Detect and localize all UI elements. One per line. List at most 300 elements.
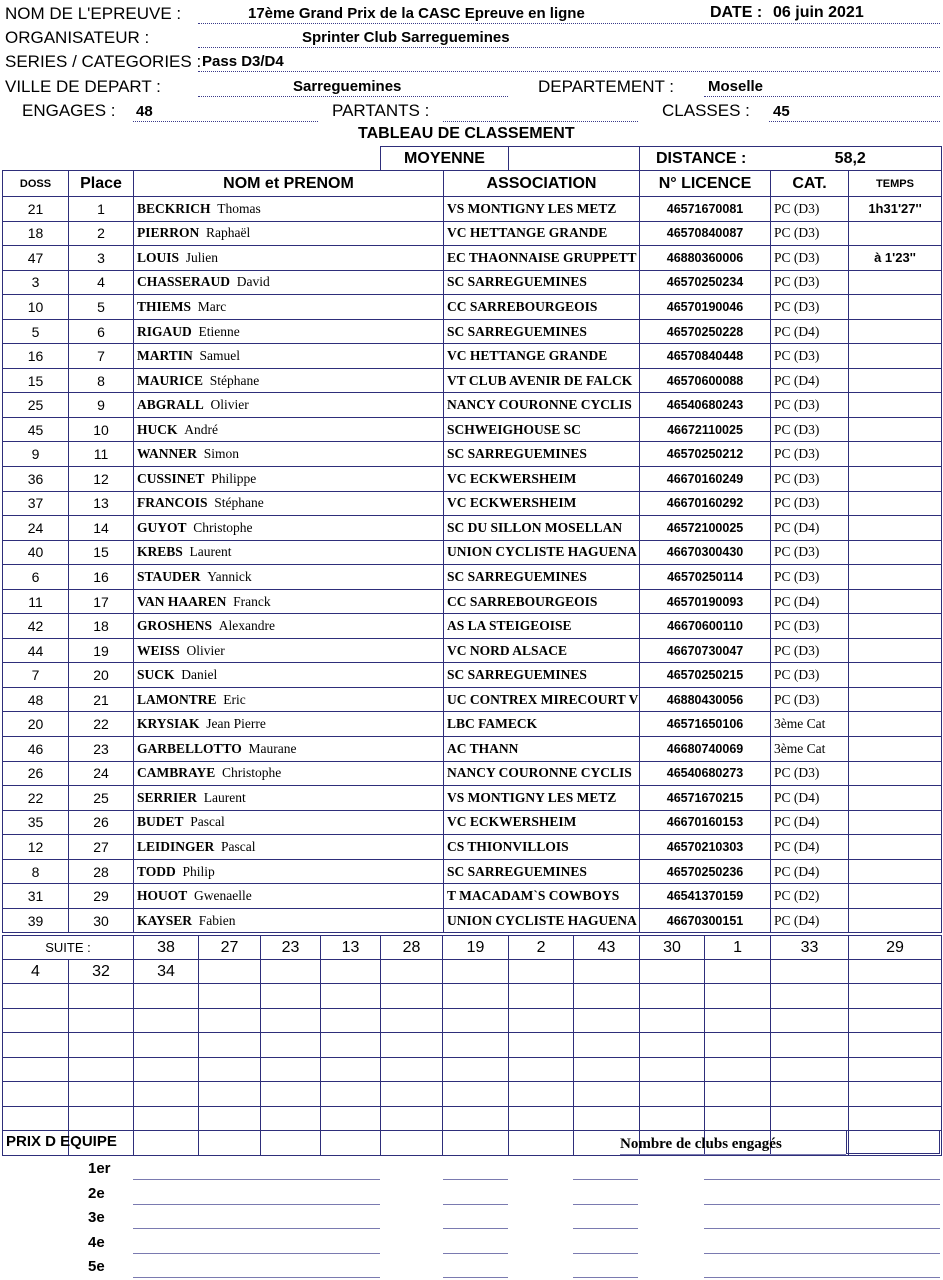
empty-cell [849,1082,942,1107]
doss-cell: 12 [3,835,69,860]
empty-cell [640,1057,705,1082]
prix-entry-line[interactable] [704,1204,940,1205]
empty-cell [261,984,321,1009]
time-cell [849,737,942,762]
doss-cell: 36 [3,467,69,492]
partants-label: PARTANTS : [332,101,430,120]
rider-lastname: SUCK [137,667,175,683]
licence-cell: 46570250228 [640,319,771,344]
table-row [3,589,942,614]
table-row [3,368,942,393]
association-cell: T MACADAM`S COWBOYS [444,884,640,909]
prix-entry-line[interactable] [443,1277,508,1278]
suite-cell: 19 [443,936,509,960]
association-cell: LBC FAMECK [444,712,640,737]
prix-entry-line[interactable] [443,1253,508,1254]
prix-equipe-label: PRIX D EQUIPE [6,1133,117,1150]
nb-clubs-box[interactable] [846,1130,940,1154]
suite-label: SUITE : [3,936,134,960]
name-cell [134,786,444,811]
empty-cell [3,1082,69,1107]
empty-cell [261,1082,321,1107]
col-assoc-header: ASSOCIATION [444,171,640,197]
place-cell: 23 [69,737,134,762]
prix-entry-line[interactable] [573,1204,638,1205]
rider-lastname: LOUIS [137,249,180,265]
place-cell: 21 [69,687,134,712]
place-cell: 12 [69,467,134,492]
empty-cell [509,1082,574,1107]
doss-cell: 47 [3,246,69,271]
rider-firstname: Stéphane [214,495,264,511]
name-cell [134,737,444,762]
prix-place-label: 4e [88,1233,105,1251]
suite-cell: 27 [199,936,261,960]
category-cell: PC (D3) [771,270,849,295]
empty-cell [261,1057,321,1082]
place-cell: 28 [69,859,134,884]
date-value: 06 juin 2021 [773,4,864,21]
prix-entry-line[interactable] [443,1204,508,1205]
prix-place-label: 2e [88,1184,105,1202]
doss-cell: 24 [3,516,69,541]
ville-label: VILLE DE DEPART : [5,77,161,96]
suite-cell [705,960,771,984]
name-cell [134,417,444,442]
empty-cell [640,1106,705,1131]
table-row [3,737,942,762]
rider-firstname: Julien [185,249,219,265]
name-cell [134,589,444,614]
prix-entry-line[interactable] [704,1277,940,1278]
empty-cell [443,984,509,1009]
rider-firstname: Stéphane [209,372,260,388]
nb-clubs-label: Nombre de clubs engagés [620,1136,782,1152]
rider-firstname: Laurent [189,544,232,560]
rider-lastname: TODD [137,863,176,879]
doss-cell: 10 [3,295,69,320]
rider-lastname: PIERRON [137,225,200,241]
time-cell: à 1'23'' [849,246,942,271]
place-cell: 25 [69,786,134,811]
licence-cell: 46670160153 [640,810,771,835]
rider-firstname: Raphaël [206,225,251,241]
doss-cell: 21 [3,197,69,222]
name-cell [134,540,444,565]
rider-firstname: Jean Pierre [206,716,266,732]
distance-label: DISTANCE : [640,147,760,171]
association-cell: VT CLUB AVENIR DE FALCK [444,368,640,393]
association-cell: CC SARREBOURGEOIS [444,295,640,320]
name-cell [134,246,444,271]
empty-cell [321,1057,381,1082]
category-cell: PC (D3) [771,491,849,516]
association-cell: VC HETTANGE GRANDE [444,221,640,246]
suite-cell: 43 [574,936,640,960]
name-cell [134,712,444,737]
category-cell: PC (D3) [771,393,849,418]
results-table [2,170,942,933]
empty-cell [134,1033,199,1058]
empty-cell [381,1131,443,1156]
prix-entry-line[interactable] [133,1277,380,1278]
rider-lastname: BECKRICH [137,200,211,216]
suite-cell: 28 [381,936,443,960]
doss-cell: 11 [3,589,69,614]
place-cell: 20 [69,663,134,688]
table-row [3,908,942,933]
association-cell: EC THAONNAISE GRUPPETT [444,246,640,271]
place-cell: 15 [69,540,134,565]
empty-cell [381,1008,443,1033]
empty-cell [134,1008,199,1033]
empty-cell [574,1082,640,1107]
association-cell: SC SARREGUEMINES [444,859,640,884]
category-cell: PC (D3) [771,638,849,663]
table-row [3,393,942,418]
rider-firstname: Daniel [181,667,218,683]
empty-cell [199,984,261,1009]
doss-cell: 22 [3,786,69,811]
empty-cell [3,1057,69,1082]
name-cell [134,687,444,712]
rider-lastname: GROSHENS [137,618,213,634]
empty-cell [134,1057,199,1082]
time-cell [849,614,942,639]
table-row [3,786,942,811]
empty-cell [261,1106,321,1131]
rider-firstname: Christophe [222,765,282,781]
suite-row [3,936,942,960]
place-cell: 6 [69,319,134,344]
doss-cell: 5 [3,319,69,344]
prix-entry-line[interactable] [704,1253,940,1254]
empty-cell [640,984,705,1009]
licence-cell: 46670300430 [640,540,771,565]
table-row [3,835,942,860]
prix-entry-line[interactable] [704,1228,940,1229]
rider-firstname: Pascal [190,814,225,830]
licence-cell: 46571670215 [640,786,771,811]
association-cell: SC DU SILLON MOSELLAN [444,516,640,541]
empty-cell [261,1131,321,1156]
empty-cell [199,1106,261,1131]
moyenne-label: MOYENNE [381,147,509,171]
empty-cell [69,1057,134,1082]
empty-cell [134,1131,199,1156]
empty-cell [443,1008,509,1033]
empty-cell [69,1106,134,1131]
association-cell: VC HETTANGE GRANDE [444,344,640,369]
suite-cell [199,960,261,984]
col-place-header: Place [69,171,134,197]
doss-cell: 16 [3,344,69,369]
empty-cell [69,984,134,1009]
rider-lastname: THIEMS [137,298,192,314]
place-cell: 18 [69,614,134,639]
empty-cell [509,1106,574,1131]
empty-cell [199,1131,261,1156]
prix-entry-line[interactable] [443,1228,508,1229]
prix-entry-line[interactable] [573,1179,638,1180]
prix-entry-line[interactable] [133,1204,380,1205]
table-row [3,467,942,492]
category-cell: PC (D4) [771,908,849,933]
table-row [3,761,942,786]
empty-cell [849,1033,942,1058]
name-cell [134,270,444,295]
empty-cell [443,1131,509,1156]
place-cell: 24 [69,761,134,786]
empty-cell [574,1106,640,1131]
empty-cell [381,1082,443,1107]
empty-cell [640,1033,705,1058]
prix-entry-line[interactable] [573,1253,638,1254]
empty-cell [3,1106,69,1131]
empty-cell [69,1033,134,1058]
place-cell: 17 [69,589,134,614]
rider-firstname: Maurane [248,740,297,756]
category-cell: PC (D3) [771,614,849,639]
suite-cell: 33 [771,936,849,960]
prix-entry-line[interactable] [573,1277,638,1278]
doss-cell: 6 [3,565,69,590]
category-cell: PC (D4) [771,859,849,884]
empty-cell [771,1082,849,1107]
table-row [3,810,942,835]
rider-firstname: Samuel [199,348,241,364]
empty-cell [771,1131,849,1156]
category-cell: PC (D4) [771,810,849,835]
licence-cell: 46572100025 [640,516,771,541]
rider-firstname: Christophe [193,519,253,535]
doss-cell: 39 [3,908,69,933]
suite-cell: 30 [640,936,705,960]
empty-cell [381,984,443,1009]
name-cell [134,810,444,835]
rider-firstname: André [184,421,218,437]
category-cell: PC (D3) [771,687,849,712]
name-cell [134,344,444,369]
empty-cell [771,984,849,1009]
rider-lastname: FRANCOIS [137,495,208,511]
rider-firstname: Pascal [221,838,256,854]
association-cell: NANCY COURONNE CYCLIS [444,393,640,418]
place-cell: 1 [69,197,134,222]
name-cell [134,467,444,492]
table-row [3,663,942,688]
empty-row [3,1131,942,1156]
empty-row [3,1106,942,1131]
time-cell [849,221,942,246]
name-cell [134,295,444,320]
category-cell: PC (D4) [771,516,849,541]
time-cell [849,908,942,933]
category-cell: PC (D3) [771,761,849,786]
rider-lastname: VAN HAAREN [137,593,227,609]
licence-cell: 46570250215 [640,663,771,688]
empty-cell [574,984,640,1009]
empty-cell [574,1033,640,1058]
table-row [3,884,942,909]
ville-value: Sarreguemines [293,78,402,95]
empty-cell [705,1033,771,1058]
empty-cell [321,1106,381,1131]
time-cell [849,786,942,811]
doss-cell: 18 [3,221,69,246]
rider-lastname: ABGRALL [137,397,204,413]
empty-cell [705,1082,771,1107]
licence-cell: 46571670081 [640,197,771,222]
name-cell [134,221,444,246]
category-cell: PC (D3) [771,197,849,222]
rider-firstname: Philippe [211,470,257,486]
place-cell: 2 [69,221,134,246]
empty-cell [321,984,381,1009]
prix-place-label: 1er [88,1160,111,1177]
rider-lastname: STAUDER [137,568,201,584]
engages-label: ENGAGES : [22,101,116,120]
empty-row [3,1008,942,1033]
licence-cell: 46880430056 [640,687,771,712]
place-cell: 10 [69,417,134,442]
empty-cell [199,1057,261,1082]
name-cell [134,614,444,639]
empty-cell [574,1057,640,1082]
doss-cell: 37 [3,491,69,516]
time-cell [849,638,942,663]
empty-cell [509,1033,574,1058]
table-row [3,540,942,565]
empty-cell [509,1008,574,1033]
doss-cell: 46 [3,737,69,762]
prix-entry-line[interactable] [133,1253,380,1254]
suite-row [3,960,942,984]
empty-cell [69,1008,134,1033]
association-cell: VC ECKWERSHEIM [444,467,640,492]
suite-cell [261,960,321,984]
association-cell: AC THANN [444,737,640,762]
licence-cell: 46670160249 [640,467,771,492]
empty-cell [443,1106,509,1131]
association-cell: NANCY COURONNE CYCLIS [444,761,640,786]
suite-grid [2,935,942,1156]
col-temps-header: TEMPS [849,171,942,197]
table-row [3,246,942,271]
rider-lastname: KAYSER [137,912,193,928]
empty-cell [3,1033,69,1058]
category-cell: PC (D3) [771,221,849,246]
suite-cell: 38 [134,936,199,960]
name-cell [134,663,444,688]
name-cell [134,565,444,590]
rider-firstname: Thomas [217,200,261,216]
suite-cell: 2 [509,936,574,960]
doss-cell: 31 [3,884,69,909]
association-cell: AS LA STEIGEOISE [444,614,640,639]
name-cell [134,638,444,663]
empty-cell [640,1082,705,1107]
prix-entry-line[interactable] [133,1228,380,1229]
licence-cell: 46670600110 [640,614,771,639]
rider-lastname: CUSSINET [137,470,205,486]
moyenne-distance-row [380,146,942,171]
time-cell [849,712,942,737]
empty-cell [134,1106,199,1131]
suite-cell [771,960,849,984]
time-cell [849,565,942,590]
place-cell: 8 [69,368,134,393]
table-row [3,565,942,590]
time-cell [849,368,942,393]
time-cell [849,663,942,688]
col-name-header: NOM et PRENOM [134,171,444,197]
empty-cell [849,1106,942,1131]
category-cell: PC (D4) [771,786,849,811]
results-header-row [3,171,942,197]
time-cell [849,835,942,860]
empty-row [3,984,942,1009]
table-row [3,319,942,344]
licence-cell: 46570250236 [640,859,771,884]
rider-lastname: WANNER [137,446,198,462]
rider-lastname: SERRIER [137,789,198,805]
licence-cell: 46570250234 [640,270,771,295]
place-cell: 3 [69,246,134,271]
suite-cell: 13 [321,936,381,960]
association-cell: VC NORD ALSACE [444,638,640,663]
prix-entry-line[interactable] [443,1179,508,1180]
prix-entry-line[interactable] [573,1228,638,1229]
prix-entry-line[interactable] [704,1179,940,1180]
category-cell: PC (D3) [771,442,849,467]
col-cat-header: CAT. [771,171,849,197]
rider-firstname: David [236,274,270,290]
licence-cell: 46570250114 [640,565,771,590]
association-cell: CS THIONVILLOIS [444,835,640,860]
category-cell: PC (D4) [771,835,849,860]
rider-lastname: LAMONTRE [137,691,217,707]
suite-cell [574,960,640,984]
epreuve-label: NOM DE L'EPREUVE : [5,4,182,23]
departement-label: DEPARTEMENT : [538,77,675,96]
place-cell: 19 [69,638,134,663]
rider-firstname: Eric [223,691,246,707]
rider-lastname: RIGAUD [137,323,192,339]
category-cell: PC (D4) [771,319,849,344]
empty-cell [771,1106,849,1131]
doss-cell: 7 [3,663,69,688]
table-row [3,295,942,320]
suite-cell [509,960,574,984]
category-cell: PC (D3) [771,417,849,442]
prix-entry-line[interactable] [133,1179,380,1180]
time-cell [849,687,942,712]
category-cell: PC (D2) [771,884,849,909]
empty-cell [705,1106,771,1131]
place-cell: 14 [69,516,134,541]
name-cell [134,884,444,909]
empty-cell [640,1008,705,1033]
empty-cell [199,1082,261,1107]
empty-cell [321,1033,381,1058]
empty-cell [321,1131,381,1156]
empty-cell [849,1057,942,1082]
empty-cell [771,1008,849,1033]
licence-cell: 46541370159 [640,884,771,909]
time-cell [849,417,942,442]
distance-value: 58,2 [760,147,942,171]
